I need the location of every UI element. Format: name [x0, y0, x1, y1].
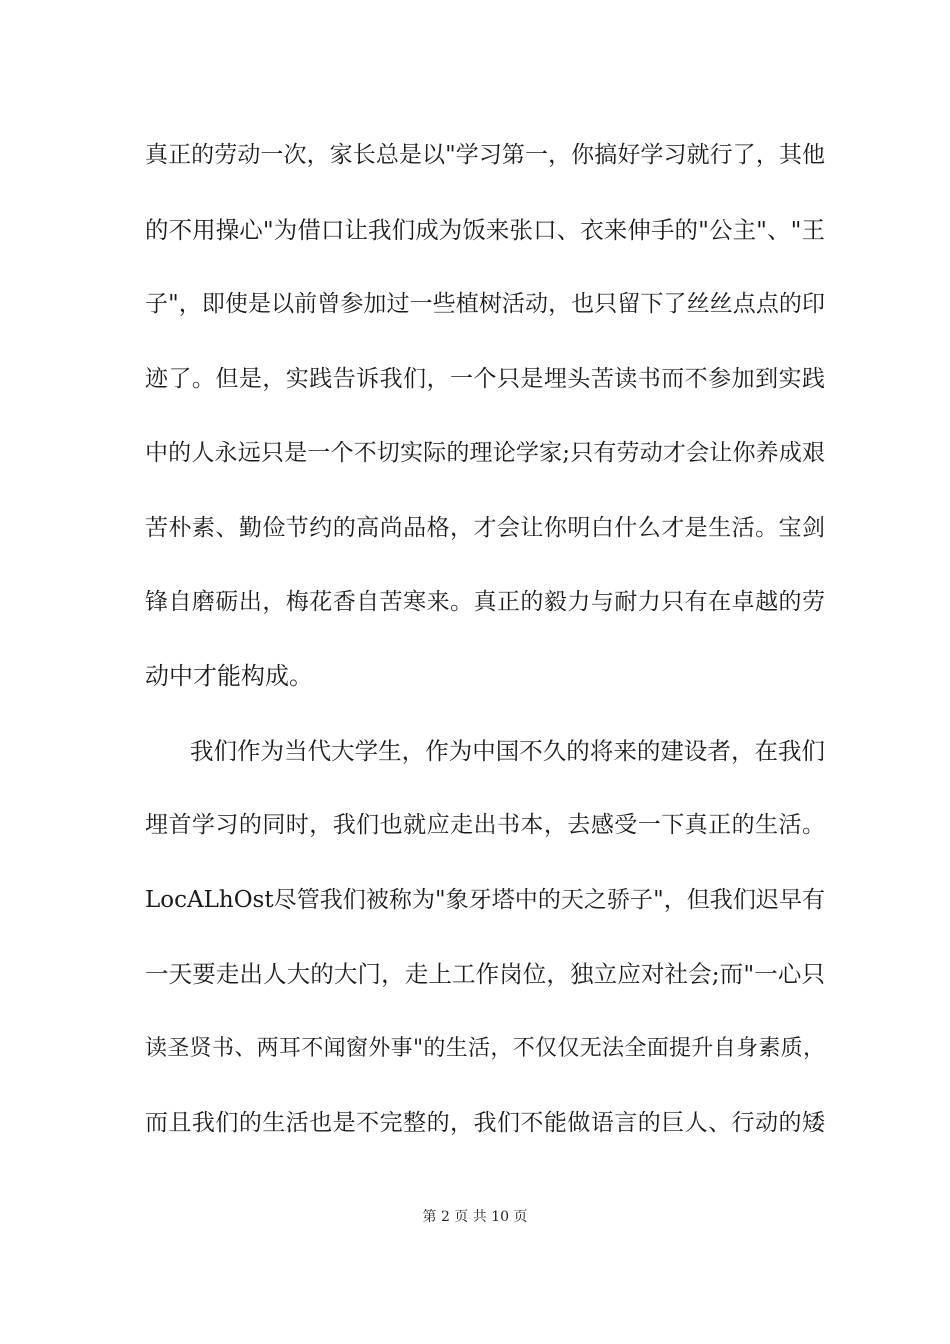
- text-line: 而且我们的生活也是不完整的，我们不能做语言的巨人、行动的矮: [145, 1110, 825, 1136]
- text-line: 动中才能构成。: [145, 662, 313, 690]
- text-line: 锋自磨砺出，梅花香自苦寒来。真正的毅力与耐力只有在卓越的劳: [145, 589, 825, 615]
- text-line: 苦朴素、勤俭节约的高尚品格，才会让你明白什么才是生活。宝剑: [145, 515, 825, 541]
- text-line: 埋首学习的同时，我们也就应走出书本，去感受一下真正的生活。: [145, 812, 825, 838]
- text-line: 一天要走出人大的大门，走上工作岗位，独立应对社会;而"一心只: [145, 960, 825, 988]
- text-line: 子"，即使是以前曾参加过一些植树活动，也只留下了丝丝点点的印: [145, 291, 825, 317]
- text-line: 迹了。但是，实践告诉我们，一个只是埋头苦读书而不参加到实践: [145, 366, 825, 392]
- text-line: 真正的劳动一次，家长总是以"学习第一，你搞好学习就行了，其他: [145, 142, 825, 168]
- text-line: 我们作为当代大学生，作为中国不久的将来的建设者，在我们: [190, 737, 825, 765]
- text-line: 中的人永远只是一个不切实际的理论学家;只有劳动才会让你养成艰: [145, 440, 825, 466]
- text-line: 读圣贤书、两耳不闻窗外事"的生活，不仅仅无法全面提升自身素质，: [145, 1036, 825, 1061]
- page-number-footer: 第 2 页 共 10 页: [422, 1209, 528, 1225]
- text-line: 的不用操心"为借口让我们成为饭来张口、衣来伸手的"公主"、"王: [145, 216, 825, 244]
- text-line: LocALhOst尽管我们被称为"象牙塔中的天之骄子"，但我们迟早有: [145, 887, 825, 913]
